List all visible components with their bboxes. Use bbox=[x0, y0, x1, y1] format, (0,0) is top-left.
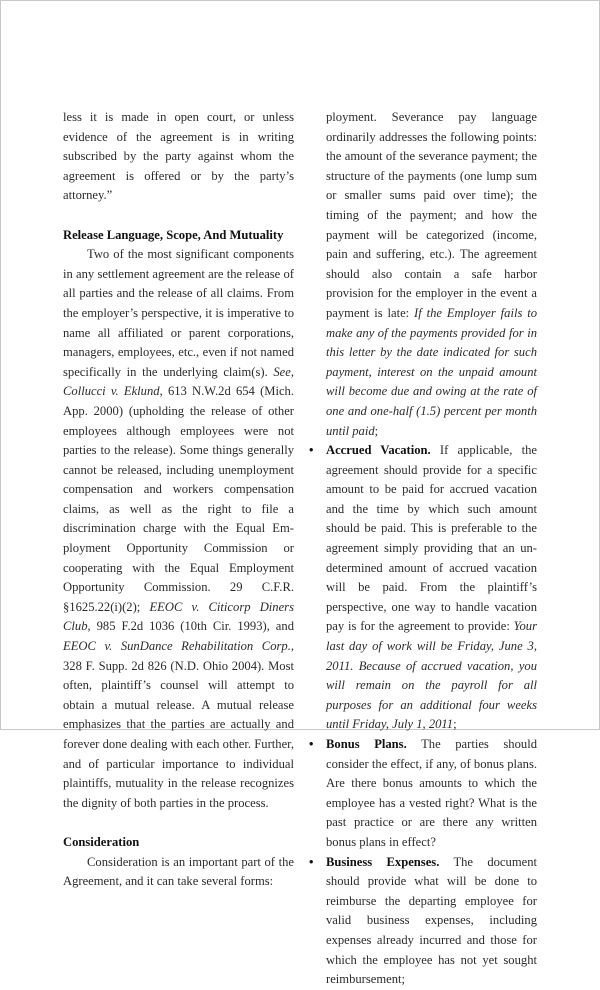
sample-clause: If the Employer fails to make any of the payments provided for in this letter by the date indicated for such payment, interest on the unpaid amount will become due and owing at the rate of one and one-half (1.5) percent per month until paid bbox=[326, 305, 538, 438]
case-citation: See, Collucci v. Eklund bbox=[63, 364, 294, 399]
list-item-text: The document should provide what will be done to reimburse the departing employee for valid business expenses, including expenses already incurred and those for which the employee has not yet sought reimbursement; bbox=[326, 854, 538, 987]
case-citation: EEOC v. SunDance Rehabilitation Corp. bbox=[63, 639, 291, 654]
list-item-bonus-plans bbox=[309, 735, 537, 853]
paragraph-consideration: Consideration is an important part of the Agreement, and it can take several forms: bbox=[63, 854, 294, 889]
bullet-icon: • bbox=[309, 854, 314, 869]
bullet-icon: • bbox=[309, 737, 314, 751]
list-item-lead: Bonus Plans. bbox=[326, 737, 407, 751]
list-item-business-expenses bbox=[309, 853, 538, 990]
list-item-lead: Business Expenses. bbox=[326, 854, 440, 869]
list-item-lead: Accrued Vacation. bbox=[326, 443, 431, 458]
text-segment: ployment. Severance pay language ordinarily addresses the following points: the amount of the severance payment; the structure of the payments (one lump sum or smaller sums paid over time); the timing of the payment; and how the payment will be categorized (income, pain and suffering, etc.). The agreement should also contain a safe harbor provision for the employer in the event a payment is late: bbox=[326, 110, 537, 320]
list-item-text: If applicable, the agreement should provide for a specific amount to be paid for accrued vacation and the time by which such amount should be paid. This is preferable to the agreement simply providing that an undetermined amount of accrued vacation will be paid. From the plaintiff’s perspective, one way to handle vacation pay is for the agreement to provide: bbox=[326, 443, 537, 634]
paragraph-release bbox=[63, 245, 294, 813]
text-segment: Two of the most significant components in any settlement agreement are the release of all parties and the release of all claims. From the employer’s perspective, it is imperative to name all affiliated or parent corporations, managers, employees, etc., even if not named specifically in the underlying claim(s). bbox=[63, 247, 294, 379]
text-segment: ; bbox=[374, 423, 379, 438]
text-segment: , 613 N.W.2d 654 (Mich. App. 2000) (upholding the release of other employees although employees were not parties to the release). Some things generally cannot be released, including unemployment compensation and workers compensation claims, as well as the right to file a discrimination charge with the Equal Employment Opportunity Commission or cooperating with the Equal Employment Opportunity Commission. 29 C.F.R. §1625.22(i)(2); bbox=[63, 384, 294, 614]
text-segment: , 985 F.2d 1036 (10th Cir. 1993), and bbox=[87, 619, 294, 634]
right-column bbox=[309, 108, 538, 990]
left-column bbox=[63, 108, 294, 892]
paragraph-severance bbox=[326, 108, 537, 441]
text-segment: ; bbox=[453, 717, 457, 732]
bullet-icon: • bbox=[309, 443, 314, 458]
list-item-text: The parties should consider the effect, if any, of bonus plans. Are there bonus amounts to which the employee has a vested right? What is the past practice or are there any written bonus plans in effect? bbox=[326, 737, 537, 849]
text-segment: , 328 F. Supp. 2d 826 (N.D. Ohio 2004). Most often, plaintiff’s counsel will attempt to obtain a mutual release. A mutual release emphasizes that the parties are actually and forever done dealing with each other. Further, and of particular importance to individual plaintiffs, mutuality in the release recognizes the dignity of both parties in the process. bbox=[63, 639, 294, 810]
paragraph-continued: less it is made in open court, or unless evidence of the agreement is in writing subscribed by the party against whom the agreement is offered or by the party’s attorney.” bbox=[63, 110, 294, 203]
section-heading-consideration: Consideration bbox=[63, 834, 140, 849]
bullet-list bbox=[309, 441, 538, 990]
list-item-accrued-vacation bbox=[309, 441, 537, 735]
case-citation: EEOC v. Citicorp Diners Club bbox=[63, 599, 294, 634]
spacer bbox=[63, 206, 294, 226]
sample-clause: Your last day of work will be Friday, June 3, 2011. Because of accrued vacation, you will remain on the payroll for all purposes for an additional four weeks until Friday, July 1, 2011 bbox=[326, 619, 537, 732]
spacer bbox=[63, 813, 294, 833]
section-heading-release: Release Language, Scope, And Mutuality bbox=[63, 227, 284, 242]
